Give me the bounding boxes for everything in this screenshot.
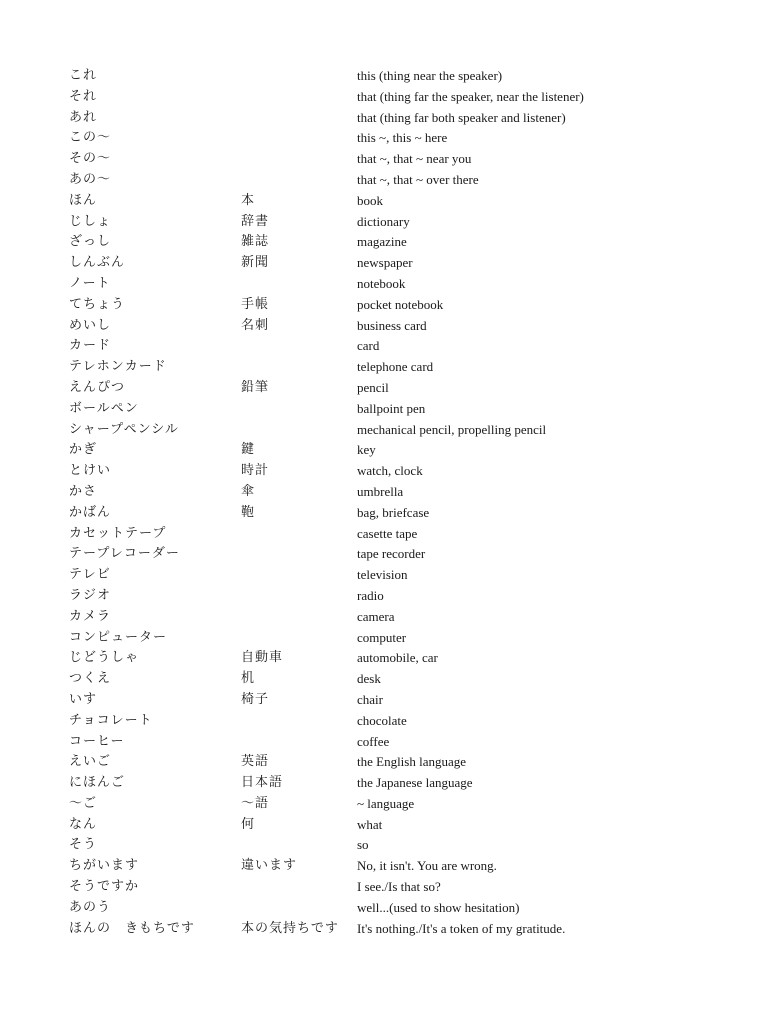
kanji-writing: 本の気持ちです — [241, 920, 339, 936]
vocab-row — [0, 690, 768, 711]
kana-reading: これ — [69, 68, 98, 83]
kana-reading: ほん — [69, 192, 98, 208]
kanji-writing: 椅子 — [241, 691, 270, 707]
english-meaning: that ~, that ~ near you — [357, 151, 472, 167]
kana-reading: ～ご — [69, 795, 98, 811]
english-meaning: automobile, car — [357, 650, 438, 666]
english-meaning: television — [357, 567, 408, 583]
english-meaning: It's nothing./It's a token of my gratitude. — [357, 920, 566, 936]
kana-reading: なん — [69, 816, 98, 832]
kana-reading: あの～ — [69, 171, 112, 187]
kanji-writing: ～語 — [241, 795, 270, 811]
kanji-writing: 何 — [241, 816, 256, 832]
vocab-row — [0, 253, 768, 274]
vocab-row — [0, 170, 768, 191]
english-meaning: dictionary — [357, 213, 410, 229]
english-meaning: No, it isn't. You are wrong. — [357, 858, 497, 874]
vocab-row — [0, 108, 768, 129]
english-meaning: telephone card — [357, 359, 434, 375]
vocab-row — [0, 378, 768, 399]
vocab-row — [0, 232, 768, 253]
english-meaning: pencil — [357, 379, 389, 395]
vocab-row — [0, 66, 768, 87]
vocab-row — [0, 399, 768, 420]
english-meaning: mechanical pencil, propelling pencil — [357, 421, 547, 437]
vocab-row — [0, 835, 768, 856]
kana-reading: えいご — [69, 754, 112, 770]
kana-reading: この～ — [69, 130, 112, 146]
kanji-writing: 新聞 — [241, 255, 270, 271]
english-meaning: this (thing near the speaker) — [357, 68, 503, 83]
kana-reading: テレビ — [69, 567, 111, 583]
vocab-row — [0, 898, 768, 919]
kana-reading: テレホンカード — [69, 359, 167, 375]
kanji-writing: 違います — [241, 858, 298, 874]
vocab-row — [0, 877, 768, 898]
english-meaning: casette tape — [357, 525, 418, 541]
english-meaning: ~ language — [357, 795, 415, 811]
vocab-row — [0, 503, 768, 524]
kanji-writing: 鍵 — [241, 442, 256, 458]
english-meaning: that (thing far the speaker, near the listener) — [357, 88, 584, 104]
english-meaning: radio — [357, 587, 384, 603]
english-meaning: computer — [357, 629, 407, 645]
english-meaning: book — [357, 192, 383, 208]
english-meaning: what — [357, 816, 383, 832]
kana-reading: ちがいます — [69, 858, 140, 874]
kana-reading: えんぴつ — [69, 379, 126, 395]
kana-reading: チョコレート — [69, 712, 153, 728]
kana-reading: カード — [69, 338, 112, 354]
english-meaning: that (thing far both speaker and listener) — [357, 109, 566, 125]
kana-reading: とけい — [69, 463, 112, 479]
english-meaning: that ~, that ~ over there — [357, 171, 479, 187]
kanji-writing: 英語 — [241, 754, 270, 770]
kanji-writing: 自動車 — [241, 650, 284, 666]
english-meaning: tape recorder — [357, 546, 426, 562]
kana-reading: その～ — [69, 151, 112, 167]
kana-reading: あれ — [69, 109, 98, 125]
kana-reading: ざっし — [69, 234, 112, 250]
kana-reading: めいし — [69, 317, 112, 333]
vocab-row — [0, 295, 768, 316]
kana-reading: いす — [69, 691, 98, 707]
english-meaning: the Japanese language — [357, 775, 473, 791]
kana-reading: じしょ — [69, 213, 112, 229]
kana-reading: そう — [69, 837, 98, 853]
vocab-row — [0, 357, 768, 378]
english-meaning: chocolate — [357, 712, 407, 728]
kana-reading: そうですか — [69, 879, 140, 895]
vocab-row — [0, 815, 768, 836]
english-meaning: notebook — [357, 275, 406, 291]
english-meaning: card — [357, 338, 380, 354]
english-meaning: camera — [357, 608, 395, 624]
english-meaning: magazine — [357, 234, 407, 250]
kanji-writing: 雑誌 — [241, 234, 270, 250]
vocab-row — [0, 586, 768, 607]
kana-reading: ほんの きもちです — [69, 920, 195, 936]
kanji-writing: 手帳 — [241, 296, 270, 312]
kanji-writing: 時計 — [241, 463, 270, 479]
english-meaning: pocket notebook — [357, 296, 444, 312]
kana-reading: つくえ — [69, 671, 112, 687]
kana-reading: てちょう — [69, 296, 126, 312]
english-meaning: bag, briefcase — [357, 504, 430, 520]
kana-reading: ラジオ — [69, 587, 112, 603]
vocab-row — [0, 565, 768, 586]
kana-reading: にほんご — [69, 775, 126, 791]
vocab-row — [0, 316, 768, 337]
vocab-row — [0, 212, 768, 233]
kanji-writing: 辞書 — [241, 213, 270, 229]
vocab-row — [0, 669, 768, 690]
kana-reading: かさ — [69, 483, 98, 499]
vocab-row — [0, 628, 768, 649]
vocab-row — [0, 482, 768, 503]
vocab-row — [0, 794, 768, 815]
english-meaning: ballpoint pen — [357, 400, 426, 416]
english-meaning: this ~, this ~ here — [357, 130, 448, 146]
english-meaning: I see./Is that so? — [357, 879, 441, 895]
kana-reading: ボールペン — [69, 400, 139, 416]
english-meaning: key — [357, 442, 376, 458]
kana-reading: カセットテープ — [69, 525, 167, 541]
vocab-row — [0, 336, 768, 357]
kana-reading: ノート — [69, 275, 111, 291]
english-meaning: business card — [357, 317, 427, 333]
vocab-row — [0, 440, 768, 461]
kanji-writing: 鞄 — [241, 504, 256, 520]
vocab-row — [0, 420, 768, 441]
kanji-writing: 本 — [241, 192, 256, 208]
kanji-writing: 日本語 — [241, 775, 284, 791]
kana-reading: コーヒー — [69, 733, 125, 749]
kana-reading: カメラ — [69, 608, 112, 624]
vocab-row — [0, 128, 768, 149]
kana-reading: コンピューター — [69, 629, 168, 645]
kana-reading: テープレコーダー — [69, 546, 180, 562]
vocab-row — [0, 773, 768, 794]
vocab-row — [0, 711, 768, 732]
kana-reading: それ — [69, 88, 98, 104]
english-meaning: newspaper — [357, 255, 413, 271]
vocab-row — [0, 856, 768, 877]
kana-reading: シャープペンシル — [69, 421, 179, 437]
kana-reading: じどうしゃ — [69, 650, 140, 666]
kana-reading: かばん — [69, 504, 112, 520]
vocab-row — [0, 87, 768, 108]
english-meaning: desk — [357, 671, 381, 687]
english-meaning: the English language — [357, 754, 467, 770]
vocab-row — [0, 919, 768, 940]
english-meaning: chair — [357, 691, 383, 707]
vocab-row — [0, 648, 768, 669]
english-meaning: umbrella — [357, 483, 404, 499]
english-meaning: coffee — [357, 733, 390, 749]
vocab-row — [0, 752, 768, 773]
kanji-writing: 傘 — [241, 483, 256, 499]
vocab-row — [0, 544, 768, 565]
vocabulary-list — [0, 66, 768, 939]
vocab-row — [0, 149, 768, 170]
kanji-writing: 机 — [241, 671, 256, 687]
vocab-row — [0, 274, 768, 295]
vocab-row — [0, 524, 768, 545]
vocab-row — [0, 732, 768, 753]
kanji-writing: 鉛筆 — [241, 379, 270, 395]
vocab-row — [0, 461, 768, 482]
english-meaning: well...(used to show hesitation) — [357, 899, 520, 915]
kana-reading: あのう — [69, 899, 112, 915]
vocab-row — [0, 607, 768, 628]
kana-reading: しんぶん — [69, 255, 126, 271]
english-meaning: watch, clock — [357, 463, 423, 479]
vocab-row — [0, 191, 768, 212]
kana-reading: かぎ — [69, 442, 98, 458]
english-meaning: so — [357, 837, 369, 853]
kanji-writing: 名刺 — [241, 317, 270, 333]
